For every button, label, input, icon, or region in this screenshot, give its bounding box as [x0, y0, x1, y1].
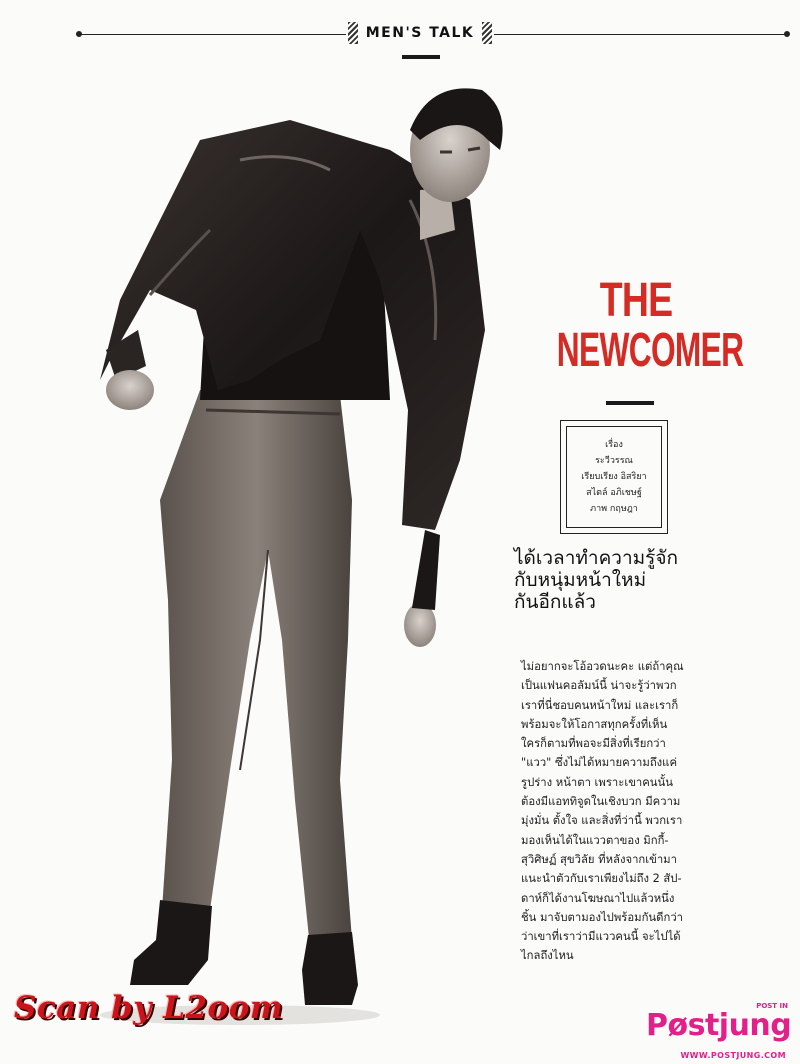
body-line: สุวิศิษฏ์ สุขวิลัย ที่หลังจากเข้ามา	[521, 852, 677, 866]
header-rule-dot-right	[784, 31, 790, 37]
credit-line: ระวีวรรณ	[595, 456, 633, 466]
credit-line: ภาพ กฤษฎา	[590, 504, 638, 514]
body-line: ใครก็ตามที่พอจะมีสิ่งที่เรียกว่า	[521, 737, 666, 751]
logo-text: Pøstjung	[646, 1008, 792, 1043]
body-line: รูปร่าง หน้าตา เพราะเขาคนนั้น	[521, 775, 673, 789]
logo-post-in: POST IN	[756, 1002, 788, 1010]
body-line: ว่าเขาที่เราว่ามีแววคนนี้ จะไปได้	[521, 930, 681, 944]
header-rule-left	[78, 34, 346, 35]
credit-line: สไตล์ อภิเชษฐ์	[586, 488, 642, 498]
body-line: "แวว" ซึ่งไม่ได้หมายความถึงแค่	[521, 756, 678, 770]
header-hatch-left	[348, 22, 358, 44]
article-headline	[556, 274, 744, 377]
deck-line: กันอีกแล้ว	[514, 591, 596, 613]
body-line: ไม่อยากจะโอ้อวดนะคะ แต่ถ้าคุณ	[521, 660, 684, 673]
article-body	[521, 657, 791, 966]
body-line: พร้อมจะให้โอกาสทุกครั้งที่เห็น	[521, 717, 668, 731]
model-photo	[90, 80, 510, 1030]
headline-underline	[606, 401, 654, 405]
logo-url: WWW.POSTJUNG.COM	[680, 1051, 786, 1060]
body-line: ชิ้น มาจับตามองไปพร้อมกันดีกว่า	[521, 910, 684, 924]
article-deck	[514, 547, 784, 613]
credit-line: เรื่อง	[605, 440, 623, 450]
body-line: เป็นแฟนคอลัมน์นี้ น่าจะรู้ว่าพวก	[521, 679, 677, 693]
deck-line: กับหนุ่มหน้าใหม่	[514, 569, 647, 591]
credits-box	[560, 420, 668, 534]
credits-inner-frame	[566, 426, 662, 528]
body-line: ต้องมีแอททิจูดในเชิงบวก มีความ	[521, 795, 681, 809]
body-line: เราที่นี่ชอบคนหน้าใหม่ และเราก็	[521, 698, 679, 712]
headline-line-1: THE	[599, 274, 673, 327]
section-label: MEN'S TALK	[365, 25, 475, 41]
body-line: ดาห์ก็ได้งานโฆษณาไปแล้วหนึ่ง	[521, 891, 675, 905]
body-line: ไกลถึงไหน	[521, 949, 574, 963]
scan-watermark: Scan by L2oom	[14, 990, 284, 1026]
header-rule-right	[494, 34, 786, 35]
body-line: มุ่งมั่น ตั้งใจ และสิ่งที่ว่านี้ พวกเรา	[521, 814, 683, 828]
header-hatch-right	[482, 22, 492, 44]
body-line: แนะนำตัวกับเราเพียงไม่ถึง 2 สัป-	[521, 872, 682, 886]
credit-line: เรียบเรียง อิสริยา	[581, 472, 647, 482]
section-underline	[402, 55, 440, 59]
deck-line: ได้เวลาทำความรู้จัก	[514, 547, 678, 569]
postjung-logo[interactable]	[646, 1004, 792, 1060]
body-line: มองเห็นได้ในแววตาของ มิกกี้-	[521, 833, 669, 847]
headline-line-2: NEWCOMER	[556, 324, 744, 377]
